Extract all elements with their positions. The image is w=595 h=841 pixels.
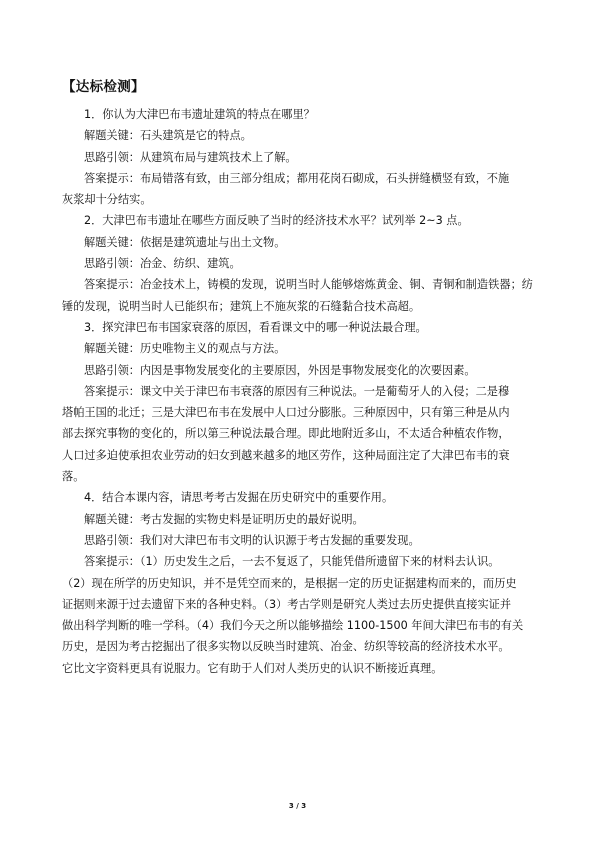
text-line: 解题关键：考古发掘的实物史料是证明历史的最好说明。 — [84, 512, 364, 526]
text-line: 答案提示：冶金技术上，铸模的发现，说明当时人能够熔炼黄金、铜、青铜和制造铁器；纺锤的发现，说明当时人已能织布；建筑上不施灰浆的石缝黏合技术高超。 — [62, 278, 533, 313]
text-line: 塔帕王国的北迁；三是大津巴布韦在发展中人口过分膨胀。三种原因中，只有第三种是从内 — [62, 406, 510, 420]
text-lines — [62, 104, 533, 679]
text-line: 答案提示：课文中关于津巴布韦衰落的原因有三种说法。一是葡萄牙人的入侵；二是穆 — [84, 384, 510, 398]
text-line: 解题关键：依据是建筑遗址与出土文物。 — [84, 235, 286, 249]
text-line: 部去探究事物的变化的，所以第三种说法最合理。即此地附近多山，不太适合种植农作物， — [62, 427, 510, 441]
text-line: 4．结合本课内容，请思考考古发掘在历史研究中的重要作用。 — [84, 491, 394, 505]
text-line: 解题关键：石头建筑是它的特点。 — [84, 129, 252, 143]
text-line: （2）现在所学的历史知识，并不是凭空而来的，是根据一定的历史证据建构而来的，而历史 — [62, 576, 517, 590]
text-line: 思路引领：我们对大津巴布韦文明的认识源于考古发掘的重要发现。 — [84, 533, 420, 547]
text-line: 答案提示：（1）历史发生之后，一去不复返了，只能凭借所遗留下来的材料去认识。 — [84, 555, 500, 569]
text-line: 历史，是因为考古挖掘出了很多实物以反映当时建筑、冶金、纺织等较高的经济技术水平。 — [62, 640, 510, 654]
text-line: 1．你认为大津巴布韦遗址建筑的特点在哪里？ — [84, 108, 315, 121]
text-line: 思路引领：从建筑布局与建筑技术上了解。 — [84, 150, 297, 164]
text-line: 证据则来源于过去遗留下来的各种史料。（3）考古学则是研究人类过去历史提供直接实证并 — [62, 597, 512, 611]
text-line: 人口过多迫使承担农业劳动的妇女到越来越多的地区劳作，这种局面注定了大津巴布韦的衰 — [62, 448, 510, 462]
text-line: 思路引领：内因是事物发展变化的主要原因，外因是事物发展变化的次要因素。 — [84, 363, 476, 377]
text-line: 做出科学判断的唯一学科。（4）我们今天之所以能够描绘 1100-1500 年间大津巴布韦的有关 — [62, 619, 524, 633]
text-line: 落。 — [62, 470, 85, 484]
text-line: 解题关键：历史唯物主义的观点与方法。 — [84, 342, 286, 356]
section-heading: 【达标检测】 — [62, 79, 145, 95]
text-line: 灰浆却十分结实。 — [62, 193, 152, 207]
page-number: 3 / 3 — [288, 802, 307, 810]
text-line: 它比文字资料更具有说服力。它有助于人们对人类历史的认识不断接近真理。 — [62, 661, 443, 675]
text-line: 答案提示：布局错落有致，由三部分组成；都用花岗石砌成，石头拼缝横竖有致，不施 — [84, 171, 510, 185]
text-line: 3．探究津巴布韦国家衰落的原因，看看课文中的哪一种说法最合理。 — [84, 320, 427, 334]
document-body — [62, 78, 533, 679]
text-line: 思路引领：冶金、纺织、建筑。 — [84, 257, 241, 271]
text-line: 2．大津巴布韦遗址在哪些方面反映了当时的经济技术水平？试列举 2~3 点。 — [84, 214, 469, 228]
